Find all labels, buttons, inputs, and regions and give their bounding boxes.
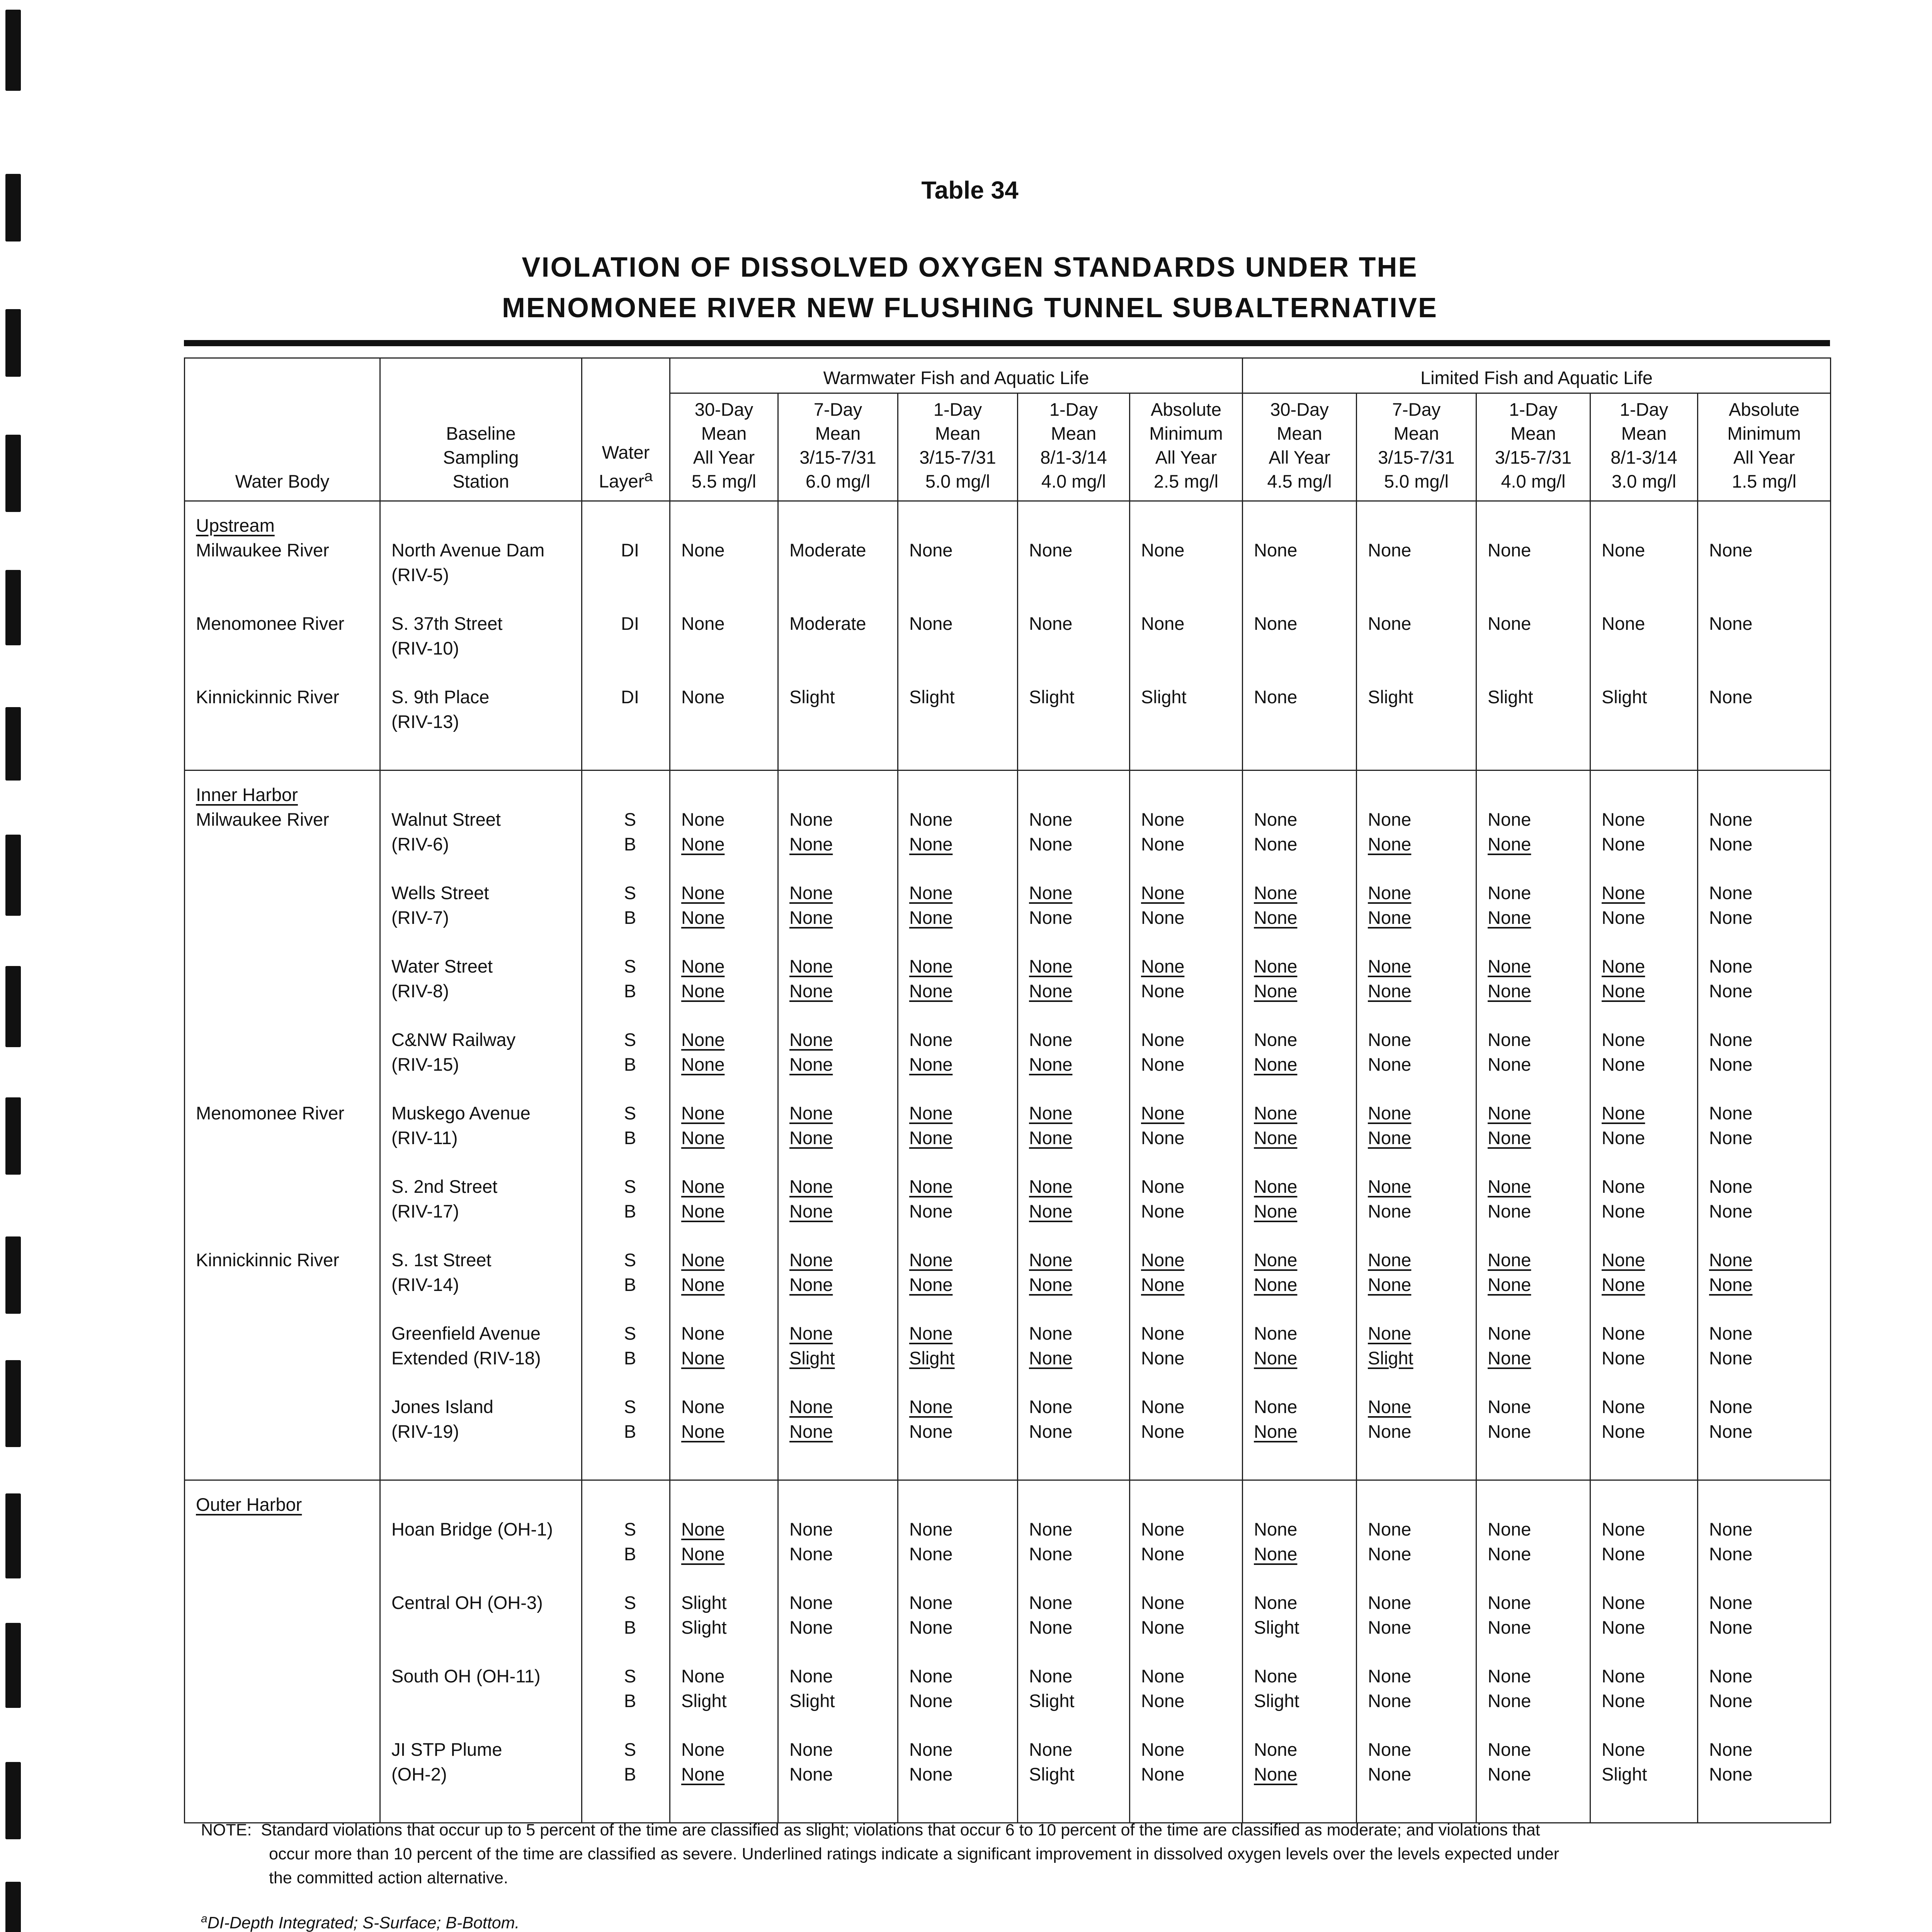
layer-cell: S B S B S B S B S B S B S B S B S B bbox=[582, 770, 670, 1480]
header-standard-9: 1-Day Mean 8/1-3/14 3.0 mg/l bbox=[1590, 393, 1698, 501]
table-title bbox=[0, 247, 1932, 328]
header-water-body: Water Body bbox=[185, 358, 380, 501]
station-cell: North Avenue Dam (RIV-5) S. 37th Street (RIV-10) S. 9th Place (RIV-13) bbox=[380, 501, 582, 770]
rating-cell: None None None None None Slight None Slight bbox=[1018, 1480, 1130, 1823]
rating-cell: None None None None None None None None bbox=[898, 1480, 1018, 1823]
header-standard-10: Absolute Minimum All Year 1.5 mg/l bbox=[1698, 393, 1831, 501]
rating-cell: None None None None None None None None None None None None None None None None None None bbox=[1476, 770, 1590, 1480]
header-standard-7: 7-Day Mean 3/15-7/31 5.0 mg/l bbox=[1357, 393, 1476, 501]
note-label: NOTE: bbox=[201, 1821, 252, 1839]
rating-cell: None None Slight bbox=[1130, 501, 1243, 770]
binder-mark bbox=[5, 707, 21, 781]
rating-cell: None None None None None None None Slight bbox=[1590, 1480, 1698, 1823]
rating-cell: None None None None None None None None bbox=[1476, 1480, 1590, 1823]
header-standard-8: 1-Day Mean 3/15-7/31 4.0 mg/l bbox=[1476, 393, 1590, 501]
station-cell: Walnut Street (RIV-6) Wells Street (RIV-7) Water Street (RIV-8) C&NW Railway (RIV-15) Muskego Avenue (RIV-11) S. 2nd Street (RIV-17) S. 1st Street (RIV-14) Greenfield Avenue Extended (RIV-18) Jones Island (RIV-19) bbox=[380, 770, 582, 1480]
water-body-cell: Inner Harbor Milwaukee River Menomonee River Kinnickinnic River bbox=[185, 770, 380, 1480]
rating-cell: None None None None None None None None None None None None None None None None None None bbox=[1018, 770, 1130, 1480]
header-standard-6: 30-Day Mean All Year 4.5 mg/l bbox=[1243, 393, 1357, 501]
title-line-1: VIOLATION OF DISSOLVED OXYGEN STANDARDS UNDER THE bbox=[522, 252, 1418, 283]
note-line-3: the committed action alternative. bbox=[269, 1869, 509, 1887]
rating-cell: None None None None None Slight None None bbox=[778, 1480, 898, 1823]
note-line-2: occur more than 10 percent of the time are classified as severe. Underlined ratings indicate a significant improvement in dissolved oxygen levels over the levels expected under bbox=[269, 1845, 1560, 1863]
binder-mark bbox=[5, 1236, 21, 1314]
water-body-cell: Outer Harbor bbox=[185, 1480, 380, 1823]
footnote-a: $^a$DI-Depth Integrated; S-Surface; B-Bottom. bbox=[201, 1912, 520, 1932]
rating-cell: None None None None None None None None bbox=[1698, 1480, 1831, 1823]
binder-mark bbox=[5, 835, 21, 916]
binder-mark bbox=[5, 10, 21, 91]
title-line-2: MENOMONEE RIVER NEW FLUSHING TUNNEL SUBALTERNATIVE bbox=[502, 293, 1438, 323]
header-water-layer: Water Layer$^a$ bbox=[582, 358, 670, 501]
header-standard-5: Absolute Minimum All Year 2.5 mg/l bbox=[1130, 393, 1243, 501]
rating-cell: None None Slight Slight None Slight None None bbox=[670, 1480, 778, 1823]
rating-cell: None None None None None None None None None None None None None None None None None None bbox=[1243, 770, 1357, 1480]
table-section bbox=[185, 1480, 1831, 1823]
table-note bbox=[201, 1818, 1824, 1890]
layer-cell: DI DI DI bbox=[582, 501, 670, 770]
rating-cell: None None None None None None None None bbox=[1130, 1480, 1243, 1823]
binder-mark bbox=[5, 1762, 21, 1839]
header-standard-1: 30-Day Mean All Year 5.5 mg/l bbox=[670, 393, 778, 501]
rating-cell: None None None None None None None None bbox=[1357, 1480, 1476, 1823]
header-station: Baseline Sampling Station bbox=[380, 358, 582, 501]
station-cell: Hoan Bridge (OH-1) Central OH (OH-3) South OH (OH-11) JI STP Plume (OH-2) bbox=[380, 1480, 582, 1823]
rating-cell: None None None None None None None None None None None None None None None Slight None None bbox=[1357, 770, 1476, 1480]
header-group-limited: Limited Fish and Aquatic Life bbox=[1243, 358, 1831, 393]
rating-cell: None None None None None None None None None None None None None None None Slight None None bbox=[778, 770, 898, 1480]
header-group-warmwater: Warmwater Fish and Aquatic Life bbox=[670, 358, 1243, 393]
water-body-cell: Upstream Milwaukee River Menomonee River Kinnickinnic River bbox=[185, 501, 380, 770]
rating-cell: None None Slight bbox=[1476, 501, 1590, 770]
rating-cell: None None None None None None None None None None None None None None None None None None bbox=[1130, 770, 1243, 1480]
rating-cell: None None Slight bbox=[1357, 501, 1476, 770]
header-standard-4: 1-Day Mean 8/1-3/14 4.0 mg/l bbox=[1018, 393, 1130, 501]
rating-cell: Moderate Moderate Slight bbox=[778, 501, 898, 770]
rating-cell: None None Slight bbox=[898, 501, 1018, 770]
binder-mark bbox=[5, 966, 21, 1047]
rating-cell: None None None None None None None None None None None None None None None Slight None None bbox=[898, 770, 1018, 1480]
table-number: Table 34 bbox=[921, 176, 1019, 204]
binder-mark bbox=[5, 1360, 21, 1447]
rating-cell: None None None bbox=[670, 501, 778, 770]
rating-cell: None None Slight bbox=[1590, 501, 1698, 770]
rating-cell: None None None None None None None None None None None None None None None None None None bbox=[1590, 770, 1698, 1480]
title-rule bbox=[184, 340, 1830, 346]
rating-cell: None None None bbox=[1243, 501, 1357, 770]
header-standard-2: 7-Day Mean 3/15-7/31 6.0 mg/l bbox=[778, 393, 898, 501]
rating-cell: None None Slight bbox=[1018, 501, 1130, 770]
table-section bbox=[185, 501, 1831, 770]
rating-cell: None None None Slight None Slight None None bbox=[1243, 1480, 1357, 1823]
binder-mark bbox=[5, 1623, 21, 1708]
rating-cell: None None None bbox=[1698, 501, 1831, 770]
violation-table bbox=[184, 357, 1831, 1823]
rating-cell: None None None None None None None None None None None None None None None None None None bbox=[1698, 770, 1831, 1480]
binder-mark bbox=[5, 1097, 21, 1175]
binder-mark bbox=[5, 1882, 21, 1932]
binder-mark bbox=[5, 1493, 21, 1578]
layer-cell: S B S B S B S B bbox=[582, 1480, 670, 1823]
binder-mark bbox=[5, 570, 21, 645]
table-section bbox=[185, 770, 1831, 1480]
header-standard-3: 1-Day Mean 3/15-7/31 5.0 mg/l bbox=[898, 393, 1018, 501]
note-line-1: Standard violations that occur up to 5 percent of the time are classified as slight; violations that occur 6 to 10 percent of the time are classified as moderate; and violations that bbox=[261, 1821, 1540, 1839]
rating-cell: None None None None None None None None None None None None None None None None None None bbox=[670, 770, 778, 1480]
binder-mark bbox=[5, 435, 21, 512]
